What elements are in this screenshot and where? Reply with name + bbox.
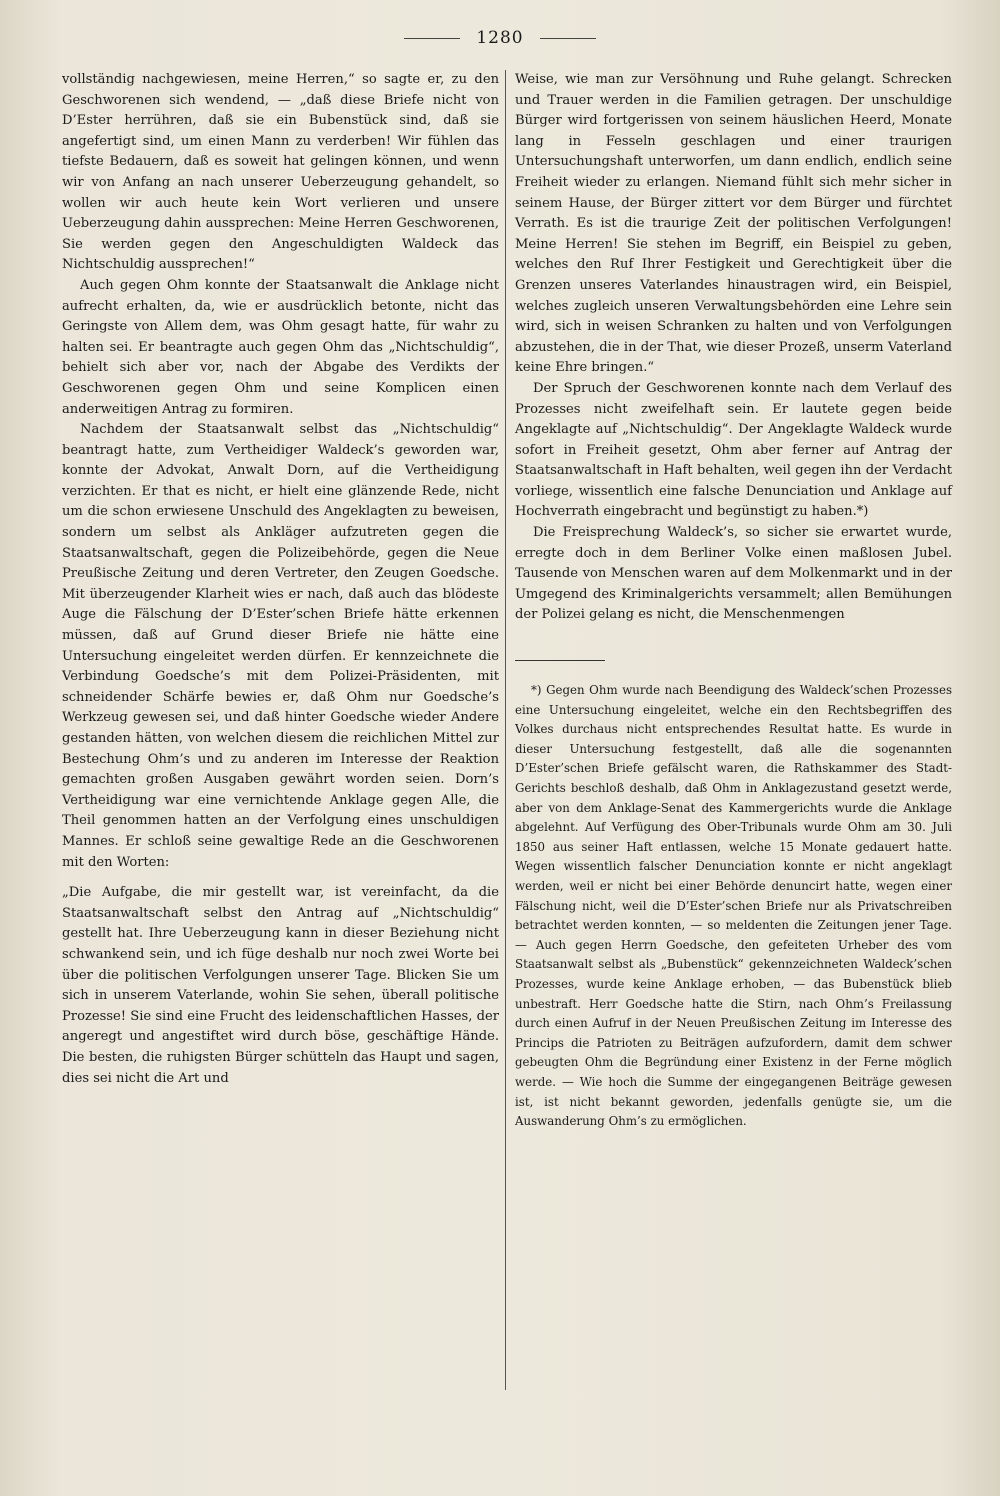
- paragraph-quote: „Die Aufgabe, die mir gestellt war, ist vereinfacht, da die Staatsanwaltschaft selbst den Antrag auf „Nichtschuldig“ gestellt hat. Ihre Ueberzeugung kann in dieser Beziehung nicht schwankend sein, und ich füge deshalb nur noch zwei Worte bei über die politischen Verfolgungen unserer Tage. Blicken Sie um sich in unserem Vaterlande, wohin Sie sehen, überall politische Prozesse! Sie sind eine Frucht des leidenschaftlichen Hasses, der angeregt und angestiftet wird durch böse, geschäftige Hände. Die besten, die ruhigsten Bürger schütteln das Haupt und sagen, dies sei nicht die Art und: [62, 885, 499, 1086]
- page-header: [0, 28, 1000, 48]
- paragraph: vollständig nachgewiesen, meine Herren,“ so sagte er, zu den Geschworenen sich wendend, — „daß diese Briefe nicht von D’Ester herrühren, daß sie ein Bubenstück sind, daß sie angefertigt sind, um einen Mann zu verderben! Wir fühlen das tiefste Bedauern, daß es soweit hat gelingen können, und wenn wir von Anfang an nach unserer Ueberzeugung gehandelt, so wollen wir auch heute kein Wort verlieren und unsere Ueberzeugung dahin aussprechen: Meine Herren Geschworenen, Sie werden gegen den Angeschuldigten Waldeck das Nichtschuldig aussprechen!“: [62, 72, 499, 273]
- column-divider: [505, 70, 506, 1390]
- right-column: [515, 70, 952, 1132]
- paragraph: Die Freisprechung Waldeck’s, so sicher sie erwartet wurde, erregte doch in dem Berliner Volke einen maßlosen Jubel. Tausende von Menschen waren auf dem Molkenmarkt und in der Umgegend des Kriminalgerichts versammelt; allen Bemühungen der Polizei gelang es nicht, die Menschenmengen: [515, 525, 952, 623]
- footnote-rule: [515, 660, 605, 661]
- paragraph: Der Spruch der Geschworenen konnte nach dem Verlauf des Prozesses nicht zweifelhaft sein. Er lautete gegen beide Angeklagte auf „Nichtschuldig“. Der Angeklagte Waldeck wurde sofort in Freiheit gesetzt, Ohm aber ferner auf Antrag der Staatsanwaltschaft in Haft behalten, weil gegen ihn der Verdacht vorliege, wissentlich eine falsche Denunciation und Anklage auf Hochverrath eingebracht und begünstigt zu haben.*): [515, 380, 952, 520]
- page-number: 1280: [476, 28, 524, 48]
- header-rule-left: [404, 38, 460, 39]
- footnote: *) Gegen Ohm wurde nach Beendigung des Waldeck’schen Prozesses eine Untersuchung eingeleitet, welche ein den Rechtsbegriffen des Volkes durchaus nicht entsprechendes Resultat hatte. Es wurde in dieser Untersuchung festgestellt, daß alle die sogenannten D’Ester’schen Briefe gefälscht waren, die Rathskammer des Stadt-Gerichts beschloß deshalb, daß Ohm in Anklagezustand gesetzt werde, aber von dem Anklage-Senat des Kammergerichts wurde die Anklage abgelehnt. Auf Verfügung des Ober-Tribunals wurde Ohm am 30. Juli 1850 aus seiner Haft entlassen, welche 15 Monate gedauert hatte. Wegen wissentlich falscher Denunciation konnte er nicht angeklagt werden, weil er nicht bei einer Behörde denuncirt hatte, wegen einer Fälschung nicht, weil die D’Ester’schen Briefe nur als Privatschreiben betrachtet werden konnten, — so meldenten die Zeitungen jener Tage. — Auch gegen Herrn Goedsche, den gefeiteten Urheber des vom Staatsanwalt selbst als „Bubenstück“ gekennzeichneten Waldeck’schen Prozesses, wurde keine Anklage erhoben, — das Bubenstück blieb unbestraft. Herr Goedsche hatte die Stirn, nach Ohm’s Freilassung durch einen Aufruf in der Neuen Preußischen Zeitung im Interesse des Princips die Patrioten zu Beiträgen aufzufordern, damit dem schwer gebeugten Ohm die Begründung einer Existenz in der Ferne möglich werde. — Wie hoch die Summe der eingegangenen Beiträge gewesen ist, ist nicht bekannt geworden, jedenfalls genügte sie, um die Auswanderung Ohm’s zu ermöglichen.: [515, 683, 952, 1129]
- left-column: [62, 70, 499, 1089]
- header-rule-right: [540, 38, 596, 39]
- paragraph: Nachdem der Staatsanwalt selbst das „Nichtschuldig“ beantragt hatte, zum Vertheidiger Waldeck’s geworden war, konnte der Advokat, Anwalt Dorn, auf die Vertheidigung verzichten. Er that es nicht, er hielt eine glänzende Rede, nicht um die schon erwiesene Unschuld des Angeklagten zu beweisen, sondern um selbst als Ankläger aufzutreten gegen die Staatsanwaltschaft, gegen die Polizeibehörde, gegen die Neue Preußische Zeitung und deren Vertreter, den Zeugen Goedsche. Mit überzeugender Klarheit wies er nach, daß auch das blödeste Auge die Fälschung der D’Ester’schen Briefe hätte erkennen müssen, daß auf Grund dieser Briefe nie hätte eine Untersuchung eingeleitet werden dürfen. Er kennzeichnete die Verbindung Goedsche’s mit dem Polizei-Präsidenten, mit schneidender Schärfe bewies er, daß Ohm nur Goedsche’s Werkzeug gewesen sei, und daß hinter Goedsche wieder Andere gestanden hätten, von welchen diesem die reichlichen Mittel zur Bestechung Ohm’s und zu anderen im Interesse der Reaktion gemachten großen Ausgaben gewährt worden seien. Dorn’s Vertheidigung war eine vernichtende Anklage gegen Alle, die Theil genommen hatten an der Verfolgung eines unschuldigen Mannes. Er schloß seine gewaltige Rede an die Geschworenen mit den Worten:: [62, 422, 499, 870]
- paragraph: Weise, wie man zur Versöhnung und Ruhe gelangt. Schrecken und Trauer werden in die Familien getragen. Der unschuldige Bürger wird fortgerissen von seinem häuslichen Heerd, Monate lang in Fesseln geschlagen und einer traurigen Untersuchungshaft unterworfen, um dann endlich, endlich seine Freiheit wieder zu erlangen. Niemand fühlt sich mehr sicher in seinem Hause, der Bürger zittert vor dem Bürger und fürchtet Verrath. Es ist die traurige Zeit der politischen Verfolgungen! Meine Herren! Sie stehen im Begriff, ein Beispiel zu geben, welches den Ruf Ihrer Festigkeit und Gerechtigkeit über die Grenzen unseres Vaterlandes hinaustragen wird, ein Beispiel, welches zugleich unseren Verwaltungsbehörden eine Lehre sein wird, sich in weisen Schranken zu halten und von Verfolgungen abzustehen, die in der That, wie dieser Prozeß, unserm Vaterland keine Ehre bringen.“: [515, 72, 952, 376]
- paragraph: Auch gegen Ohm konnte der Staatsanwalt die Anklage nicht aufrecht erhalten, da, wie er ausdrücklich betonte, nicht das Geringste von Allem dem, was Ohm gesagt hatte, für wahr zu halten sei. Er beantragte auch gegen Ohm das „Nichtschuldig“, behielt sich aber vor, nach der Abgabe des Verdikts der Geschworenen gegen Ohm und seine Komplicen einen anderweitigen Antrag zu formiren.: [62, 277, 499, 417]
